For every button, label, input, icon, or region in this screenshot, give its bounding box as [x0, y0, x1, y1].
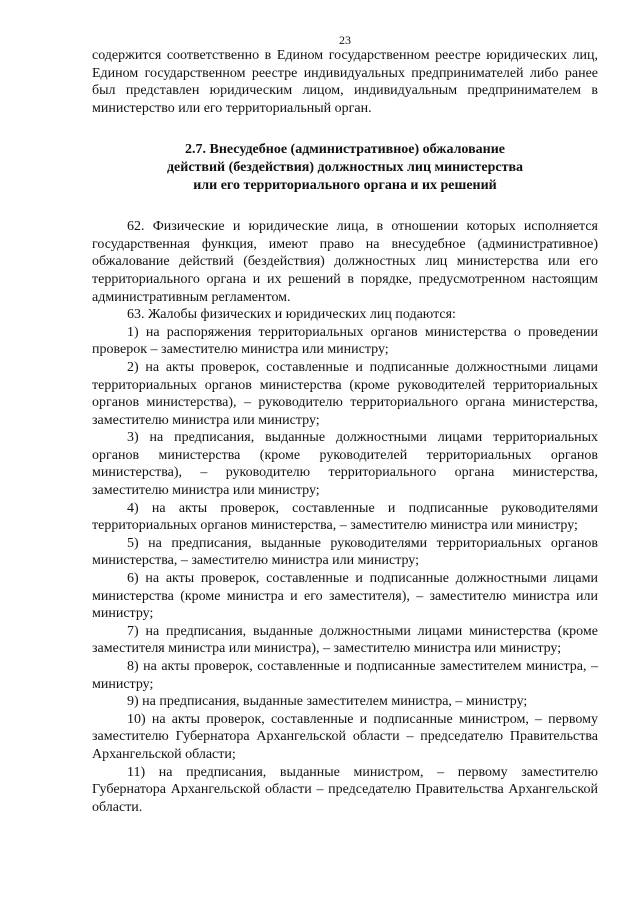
- list-item-11: 11) на предписания, выданные министром, – первому заместителю Губернатора Архангельской области – председателю Правительства Архангельской области.: [92, 764, 598, 815]
- list-item-4: 4) на акты проверок, составленные и подписанные руководителями территориальных органов министерства, – заместителю министра или министру;: [92, 500, 598, 534]
- list-item-7: 7) на предписания, выданные должностными лицами министерства (кроме заместителя министра или министра), – заместителю министра или министру;: [92, 623, 598, 657]
- list-item-1: 1) на распоряжения территориальных органов министерства о проведении проверок – заместителю министра или министру;: [92, 324, 598, 358]
- list-item-5: 5) на предписания, выданные руководителями территориальных органов министерства, – заместителю министра или министру;: [92, 535, 598, 569]
- section-heading-line: 2.7. Внесудебное (административное) обжалование: [185, 142, 505, 158]
- list-item-9: 9) на предписания, выданные заместителем министра, – министру;: [127, 694, 528, 710]
- page-number: 23: [339, 33, 351, 47]
- list-item-10: 10) на акты проверок, составленные и подписанные министром, – первому заместителю Губернатора Архангельской области – председателю Правительства Архангельской области;: [92, 711, 598, 762]
- list-item-2: 2) на акты проверок, составленные и подписанные должностными лицами территориальных органов министерства (кроме руководителей территориальных органов министерства), – руководителю территориального органа министерства, заместителю министра или министру;: [92, 359, 598, 428]
- paragraph-63: 63. Жалобы физических и юридических лиц подаются:: [127, 307, 456, 323]
- section-heading: [92, 141, 598, 194]
- list-item-8: 8) на акты проверок, составленные и подписанные заместителем министра, – министру;: [92, 659, 598, 692]
- document-page: [92, 0, 598, 816]
- list-item-6: 6) на акты проверок, составленные и подписанные должностными лицами министерства (кроме министра и его заместителя), – заместителю министра или министру;: [92, 571, 598, 622]
- body-text: [92, 218, 598, 816]
- section-heading-line: действий (бездействия) должностных лиц министерства: [166, 159, 524, 175]
- intro-paragraph: содержится соответственно в Едином государственном реестре юридических лиц, Едином государственном реестре индивидуальных предпринимателей либо ранее был представлен юридическим лицом, индивидуальным предпринимателем в министерство или его территориальный орган.: [92, 48, 598, 116]
- section-heading-line: или его территориального органа и их решений: [193, 177, 497, 193]
- paragraph-62: 62. Физические и юридические лица, в отношении которых исполняется государственная функция, имеют право на внесудебное (административное) обжалование действий (бездействия) должностных лиц министерства или его территориального органа и их решений в порядке, предусмотренном настоящим административным регламентом.: [92, 219, 598, 305]
- list-item-3: 3) на предписания, выданные должностными лицами территориальных органов министерства (кроме руководителей территориальных органов министерства), – руководителю территориального органа министерства, заместителю министра или министру;: [92, 430, 598, 499]
